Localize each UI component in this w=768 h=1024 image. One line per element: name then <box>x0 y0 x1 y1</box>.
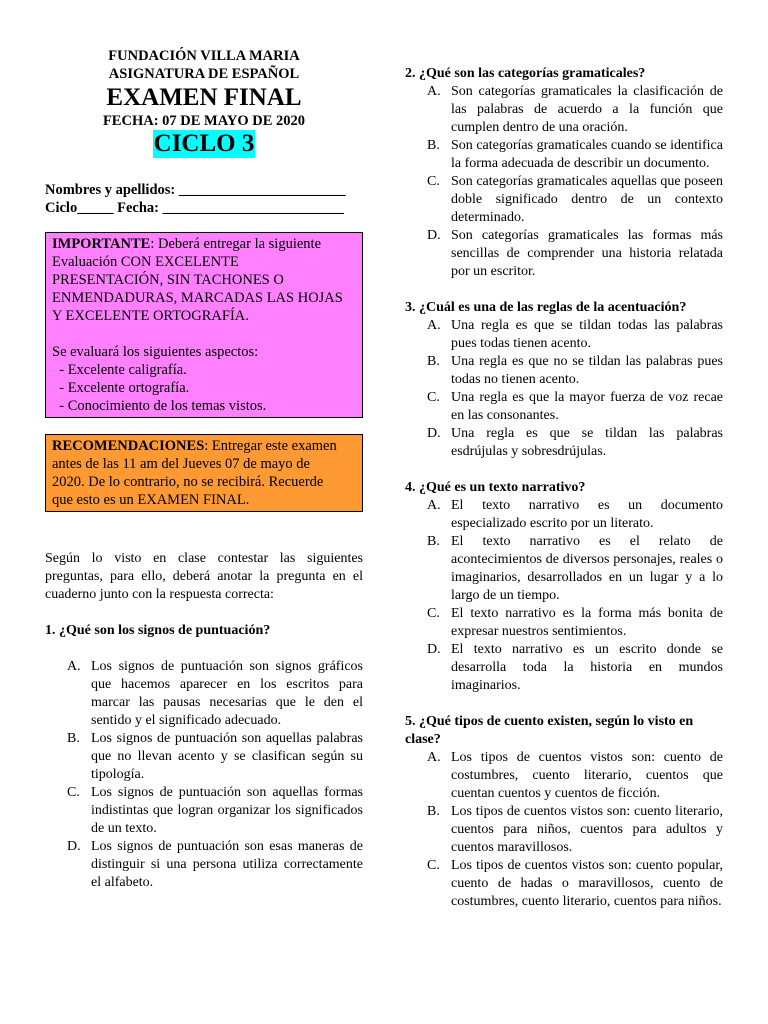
option-text: Los tipos de cuentos vistos son: cuento popular, cuento de hadas o maravillosos, cuento de costumbres, cuento literario, cuentos para niños. <box>451 858 723 909</box>
option-item <box>427 353 723 389</box>
aspect-item: - Excelente caligrafía. <box>52 362 187 378</box>
aspects-intro: Se evaluará los siguientes aspectos: <box>52 344 259 360</box>
cycle-label: CICLO 3 <box>153 130 255 157</box>
option-letter: D. <box>67 839 81 854</box>
cycle-heading <box>45 130 363 163</box>
option-text: Son categorías gramaticales la clasificación de las palabras de acuerdo a la función que cumplen dentro de una oración. <box>451 84 723 135</box>
recommendations-label: RECOMENDACIONES <box>52 438 205 454</box>
cycle-date-field[interactable]: Ciclo_____ Fecha: _________________________ <box>45 200 344 216</box>
question-title: 3. ¿Cuál es una de las reglas de la acentuación? <box>405 300 687 315</box>
question-3 <box>405 299 723 461</box>
instructions-text: Según lo visto en clase contestar las siguientes preguntas, para ello, deberá anotar la pregunta en el cuaderno junto con la respuesta correcta: <box>45 551 363 602</box>
option-text: Son categorías gramaticales cuando se identifica la forma adecuada de describir un documento. <box>451 138 723 171</box>
aspect-item: - Conocimiento de los temas vistos. <box>52 398 267 414</box>
option-item <box>67 838 363 892</box>
option-letter: D. <box>427 426 441 441</box>
recommendations-line: antes de las 11 am del Jueves 07 de mayo de <box>52 456 310 472</box>
question-5 <box>405 713 723 911</box>
important-line: Evaluación CON EXCELENTE <box>52 254 239 270</box>
spacer <box>52 325 356 343</box>
option-text: El texto narrativo es el relato de acontecimientos de diversos personajes, reales o imaginarios, desarrollados en un lugar y a lo largo de un tiempo. <box>451 534 723 603</box>
important-box <box>45 232 363 418</box>
option-text: El texto narrativo es la forma más bonita de expresar nuestros sentimientos. <box>451 606 723 639</box>
option-text: Una regla es que se tildan las palabras esdrújulas y sobresdrújulas. <box>451 426 723 459</box>
question-title: 2. ¿Qué son las categorías gramaticales? <box>405 66 646 81</box>
option-text: Una regla es que se tildan todas las palabras pues todas tienen acento. <box>451 318 723 351</box>
left-column <box>45 47 363 892</box>
option-text: Los tipos de cuentos vistos son: cuento literario, cuentos para niños, cuentos para adultos y cuentos maravillosos. <box>451 804 723 855</box>
option-letter: A. <box>427 750 441 765</box>
option-letter: B. <box>427 804 440 819</box>
option-letter: C. <box>67 785 80 800</box>
option-item <box>427 533 723 605</box>
important-line: PRESENTACIÓN, SIN TACHONES O <box>52 272 284 288</box>
option-letter: A. <box>427 498 441 513</box>
recommendations-line: que esto es un EXAMEN FINAL. <box>52 492 250 508</box>
option-letter: A. <box>67 659 81 674</box>
student-fields <box>45 181 363 217</box>
question-title: 5. ¿Qué tipos de cuento existen, según lo visto en clase? <box>405 714 694 747</box>
option-list <box>45 658 363 892</box>
option-item <box>67 658 363 730</box>
important-label: IMPORTANTE <box>52 236 151 252</box>
option-text: Los signos de puntuación son aquellas formas indistintas que logran organizar los significados de un texto. <box>91 785 363 836</box>
question-4 <box>405 479 723 695</box>
option-list <box>405 497 723 695</box>
option-text: Son categorías gramaticales las formas más sencillas de comprender una historia relatada por un escritor. <box>451 228 723 279</box>
question-1 <box>45 622 363 892</box>
recommendations-line: 2020. De lo contrario, no se recibirá. Recuerde <box>52 474 324 490</box>
option-item <box>427 857 723 911</box>
option-letter: C. <box>427 174 440 189</box>
option-item <box>427 803 723 857</box>
option-item <box>427 173 723 227</box>
option-item <box>427 389 723 425</box>
option-item <box>427 317 723 353</box>
option-text: Una regla es que no se tildan las palabras pues todas no tienen acento. <box>451 354 723 387</box>
option-text: Los signos de puntuación son aquellas palabras que no llevan acento y se clasifican según su tipología. <box>91 731 363 782</box>
option-item <box>427 605 723 641</box>
option-text: El texto narrativo es un documento especializado escrito por un literato. <box>451 498 723 531</box>
option-text: Son categorías gramaticales aquellas que poseen doble significado dentro de un contexto determinado. <box>451 174 723 225</box>
exam-title: EXAMEN FINAL <box>106 84 302 111</box>
option-item <box>427 425 723 461</box>
option-text: Una regla es que la mayor fuerza de voz recae en las consonantes. <box>451 390 723 423</box>
option-letter: C. <box>427 858 440 873</box>
option-letter: B. <box>427 534 440 549</box>
option-item <box>67 784 363 838</box>
option-letter: B. <box>67 731 80 746</box>
option-item <box>67 730 363 784</box>
option-item <box>427 227 723 281</box>
option-letter: A. <box>427 318 441 333</box>
option-list <box>405 749 723 911</box>
question-title: 1. ¿Qué son los signos de puntuación? <box>45 623 271 638</box>
option-item <box>427 749 723 803</box>
option-item <box>427 641 723 695</box>
option-letter: C. <box>427 390 440 405</box>
recommendations-line-1: RECOMENDACIONES: Entregar este examen <box>52 438 337 454</box>
option-letter: B. <box>427 354 440 369</box>
option-text: Los signos de puntuación son esas maneras de distinguir si una persona utiliza correctamente el alfabeto. <box>91 839 363 890</box>
option-text: Los signos de puntuación son signos gráficos que hacemos aparecer en los escritos para marcar las pausas necesarias que le den el sentido y el significado adecuado. <box>91 659 363 728</box>
important-line: Y EXCELENTE ORTOGRAFÍA. <box>52 308 249 324</box>
option-list <box>405 317 723 461</box>
important-line-1: IMPORTANTE: Deberá entregar la siguiente <box>52 236 322 252</box>
option-letter: D. <box>427 228 441 243</box>
option-list <box>405 83 723 281</box>
option-letter: C. <box>427 606 440 621</box>
important-line: ENMENDADURAS, MARCADAS LAS HOJAS <box>52 290 343 306</box>
option-item <box>427 83 723 137</box>
option-item <box>427 497 723 533</box>
option-text: El texto narrativo es un escrito donde se desarrolla toda la historia en mundos imaginarios. <box>451 642 723 693</box>
subject-name: ASIGNATURA DE ESPAÑOL <box>108 66 300 82</box>
name-field[interactable]: Nombres y apellidos: _______________________ <box>45 182 346 198</box>
aspect-item: - Excelente ortografía. <box>52 380 190 396</box>
option-letter: D. <box>427 642 441 657</box>
option-text: Los tipos de cuentos vistos son: cuento de costumbres, cuento literario, cuentos que cuentan cuentos y cuentos de ficción. <box>451 750 723 801</box>
institution-name: FUNDACIÓN VILLA MARIA <box>108 48 300 64</box>
option-letter: B. <box>427 138 440 153</box>
question-2 <box>405 65 723 281</box>
recommendations-box <box>45 434 363 512</box>
question-title: 4. ¿Qué es un texto narrativo? <box>405 480 586 495</box>
exam-date: FECHA: 07 DE MAYO DE 2020 <box>102 113 306 129</box>
option-item <box>427 137 723 173</box>
right-column <box>405 65 723 911</box>
option-letter: A. <box>427 84 441 99</box>
